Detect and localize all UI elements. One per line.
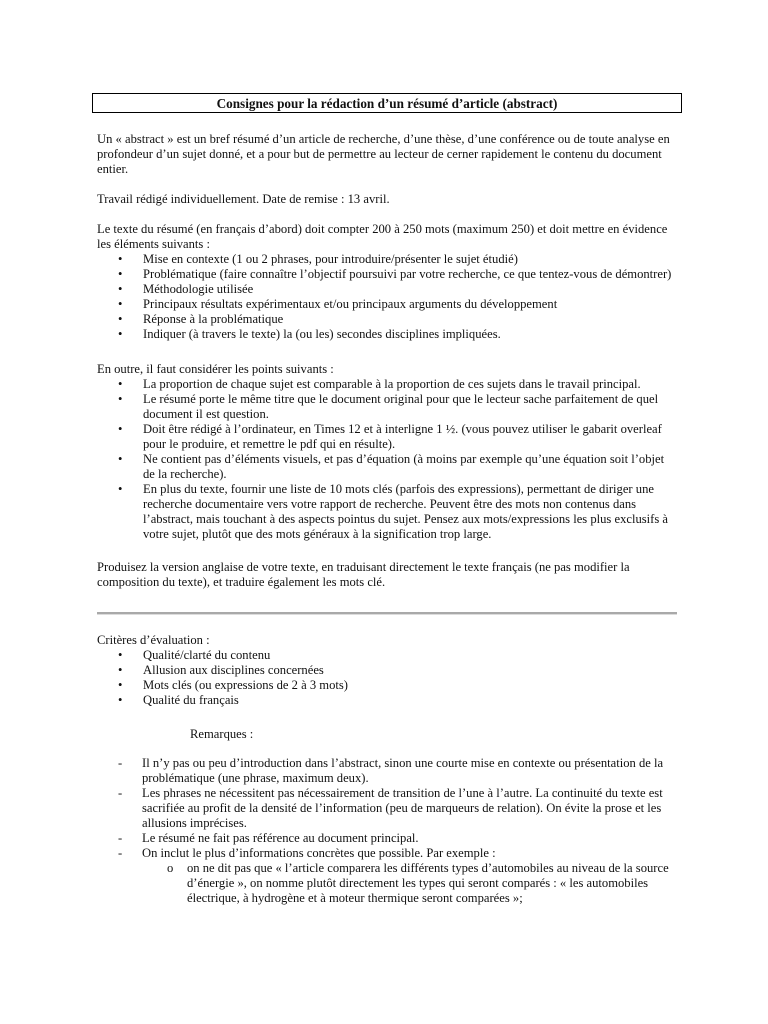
criteria-section (97, 633, 679, 708)
remarks-heading: Remarques : (190, 727, 254, 741)
list-item: • Mots clés (ou expressions de 2 à 3 mots) (97, 678, 679, 693)
criteria-lead: Critères d’évaluation : (97, 633, 210, 647)
considerations-section (97, 362, 679, 542)
requirements-section (97, 222, 679, 342)
list-item: • Qualité du français (97, 693, 679, 708)
intro-paragraph: Un « abstract » est un bref résumé d’un article de recherche, d’une thèse, d’une conférence ou de toute analyse en profondeur d’un sujet donné, et a pour but de permettre au lecteur de cerner rapidement le contenu du document entier. (97, 132, 670, 176)
criteria-list (97, 648, 679, 708)
list-item: • Méthodologie utilisée (97, 282, 679, 297)
list-item: - Il n’y pas ou peu d’introduction dans l’abstract, sinon une courte mise en contexte ou présentation de la problématique (une phrase, maximum deux). (97, 756, 679, 786)
document-title: Consignes pour la rédaction d’un résumé d’article (abstract) (92, 93, 682, 113)
list-item: • Allusion aux disciplines concernées (97, 663, 679, 678)
list-item: • Doit être rédigé à l’ordinateur, en Times 12 et à interligne 1 ½. (vous pouvez utiliser le gabarit overleaf pour le produire, et remettre le pdf qui en résulte). (97, 422, 679, 452)
list-item: • Principaux résultats expérimentaux et/ou principaux arguments du développement (97, 297, 679, 312)
remarks-section (97, 756, 679, 906)
list-item: • Le résumé porte le même titre que le document original pour que le lecteur sache parfaitement de quel document il est question. (97, 392, 679, 422)
considerations-list (97, 377, 679, 542)
list-item: o on ne dit pas que « l’article comparera les différents types d’automobiles au niveau de la source d’énergie », on nomme plutôt directement les types qui seront comparés : « les automobiles électrique, à hydrogène et à moteur thermique seront comparées »; (97, 861, 679, 906)
list-item: • La proportion de chaque sujet est comparable à la proportion de ces sujets dans le travail principal. (97, 377, 679, 392)
list-item: • Ne contient pas d’éléments visuels, et pas d’équation (à moins par exemple qu’une équation soit l’objet de la recherche). (97, 452, 679, 482)
list-item: • En plus du texte, fournir une liste de 10 mots clés (parfois des expressions), permettant de diriger une recherche documentaire vers votre rapport de recherche. Peuvent être des mots non contenus dans l’abstract, mais touchant à des aspects pointus du sujet. Pensez aux mots/expressions les plus exclusifs à votre sujet, plutôt que des mots généraux à la signification trop large. (97, 482, 679, 542)
list-item: • Mise en contexte (1 ou 2 phrases, pour introduire/présenter le sujet étudié) (97, 252, 679, 267)
deadline-paragraph: Travail rédigé individuellement. Date de remise : 13 avril. (97, 192, 390, 206)
remarks-list (97, 756, 679, 861)
english-version-paragraph: Produisez la version anglaise de votre texte, en traduisant directement le texte français (ne pas modifier la composition du texte), et traduire également les mots clé. (97, 560, 630, 589)
remarks-sublist (97, 861, 679, 906)
list-item: - On inclut le plus d’informations concrètes que possible. Par exemple : (97, 846, 679, 861)
list-item: • Problématique (faire connaître l’objectif poursuivi par votre recherche, ce que tentez-vous de démontrer) (97, 267, 679, 282)
section-divider (97, 612, 677, 615)
list-item: - Le résumé ne fait pas référence au document principal. (97, 831, 679, 846)
considerations-lead: En outre, il faut considérer les points suivants : (97, 362, 334, 376)
list-item: • Indiquer (à travers le texte) la (ou les) secondes disciplines impliquées. (97, 327, 679, 342)
requirements-lead: Le texte du résumé (en français d’abord) doit compter 200 à 250 mots (maximum 250) et doit mettre en évidence les éléments suivants : (97, 222, 668, 251)
requirements-list (97, 252, 679, 342)
list-item: • Réponse à la problématique (97, 312, 679, 327)
list-item: - Les phrases ne nécessitent pas nécessairement de transition de l’une à l’autre. La continuité du texte est sacrifiée au profit de la densité de l’information (peu de marqueurs de relation). On évite la prose et les allusions imprécises. (97, 786, 679, 831)
list-item: • Qualité/clarté du contenu (97, 648, 679, 663)
